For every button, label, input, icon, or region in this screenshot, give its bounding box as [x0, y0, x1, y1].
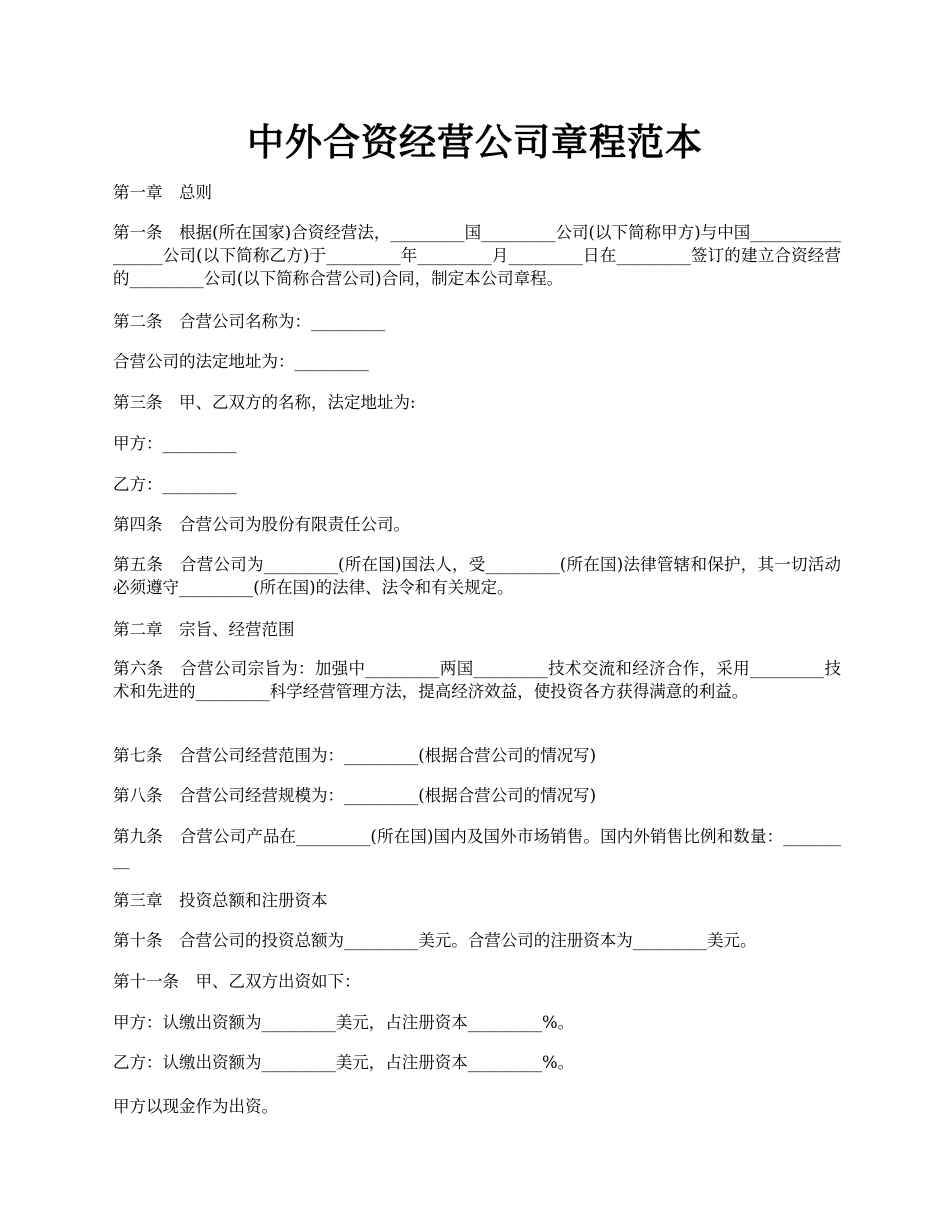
article-9: 第九条 合营公司产品在_________(所在国)国内及国外市场销售。国内外销售比例和数量：_________: [113, 827, 841, 869]
article-8: 第八条 合营公司经营规模为：_________(根据合营公司的情况写): [113, 786, 597, 805]
article-1: 第一条 根据(所在国家)合资经营法，_________国_________公司(以下简称甲方)与中国_________________公司(以下简称乙方)于_________年_________月_________日在_________签订的建立合资经营的_________公司(以下简称合营公司)合同，制定本公司章程。: [113, 223, 841, 288]
chapter-2-heading: 第二章 宗旨、经营范围: [113, 620, 295, 639]
article-6: 第六条 合营公司宗旨为：加强中_________两国_________技术交流和经济合作，采用_________技术和先进的_________科学经营管理方法，提高经济效益，使投资各方获得满意的利益。: [113, 659, 841, 701]
chapter-3-heading: 第三章 投资总额和注册资本: [113, 891, 328, 910]
article-10: 第十条 合营公司的投资总额为_________美元。合营公司的注册资本为_________美元。: [113, 931, 757, 950]
document-title: 中外合资经营公司章程范本: [247, 120, 703, 164]
party-b: 乙方：_________: [113, 475, 237, 494]
article-4: 第四条 合营公司为股份有限责任公司。: [113, 515, 410, 534]
party-a-cash-note: 甲方以现金作为出资。: [113, 1097, 278, 1116]
article-3: 第三条 甲、乙双方的名称，法定地址为:: [113, 393, 416, 412]
chapter-1-heading: 第一章 总则: [113, 183, 212, 202]
party-a-contribution: 甲方：认缴出资额为_________美元，占注册资本_________%。: [113, 1013, 575, 1032]
article-11: 第十一条 甲、乙双方出资如下：: [113, 972, 361, 991]
article-5: 第五条 合营公司为_________(所在国)国法人，受_________(所在国)法律管辖和保护，其一切活动必须遵守_________(所在国)的法律、法令和有关规定。: [113, 555, 841, 597]
legal-address: 合营公司的法定地址为：_________: [113, 352, 369, 371]
party-a: 甲方：_________: [113, 434, 237, 453]
article-7: 第七条 合营公司经营范围为：_________(根据合营公司的情况写): [113, 746, 597, 765]
party-b-contribution: 乙方：认缴出资额为_________美元，占注册资本_________%。: [113, 1053, 575, 1072]
article-2: 第二条 合营公司名称为：_________: [113, 312, 386, 331]
